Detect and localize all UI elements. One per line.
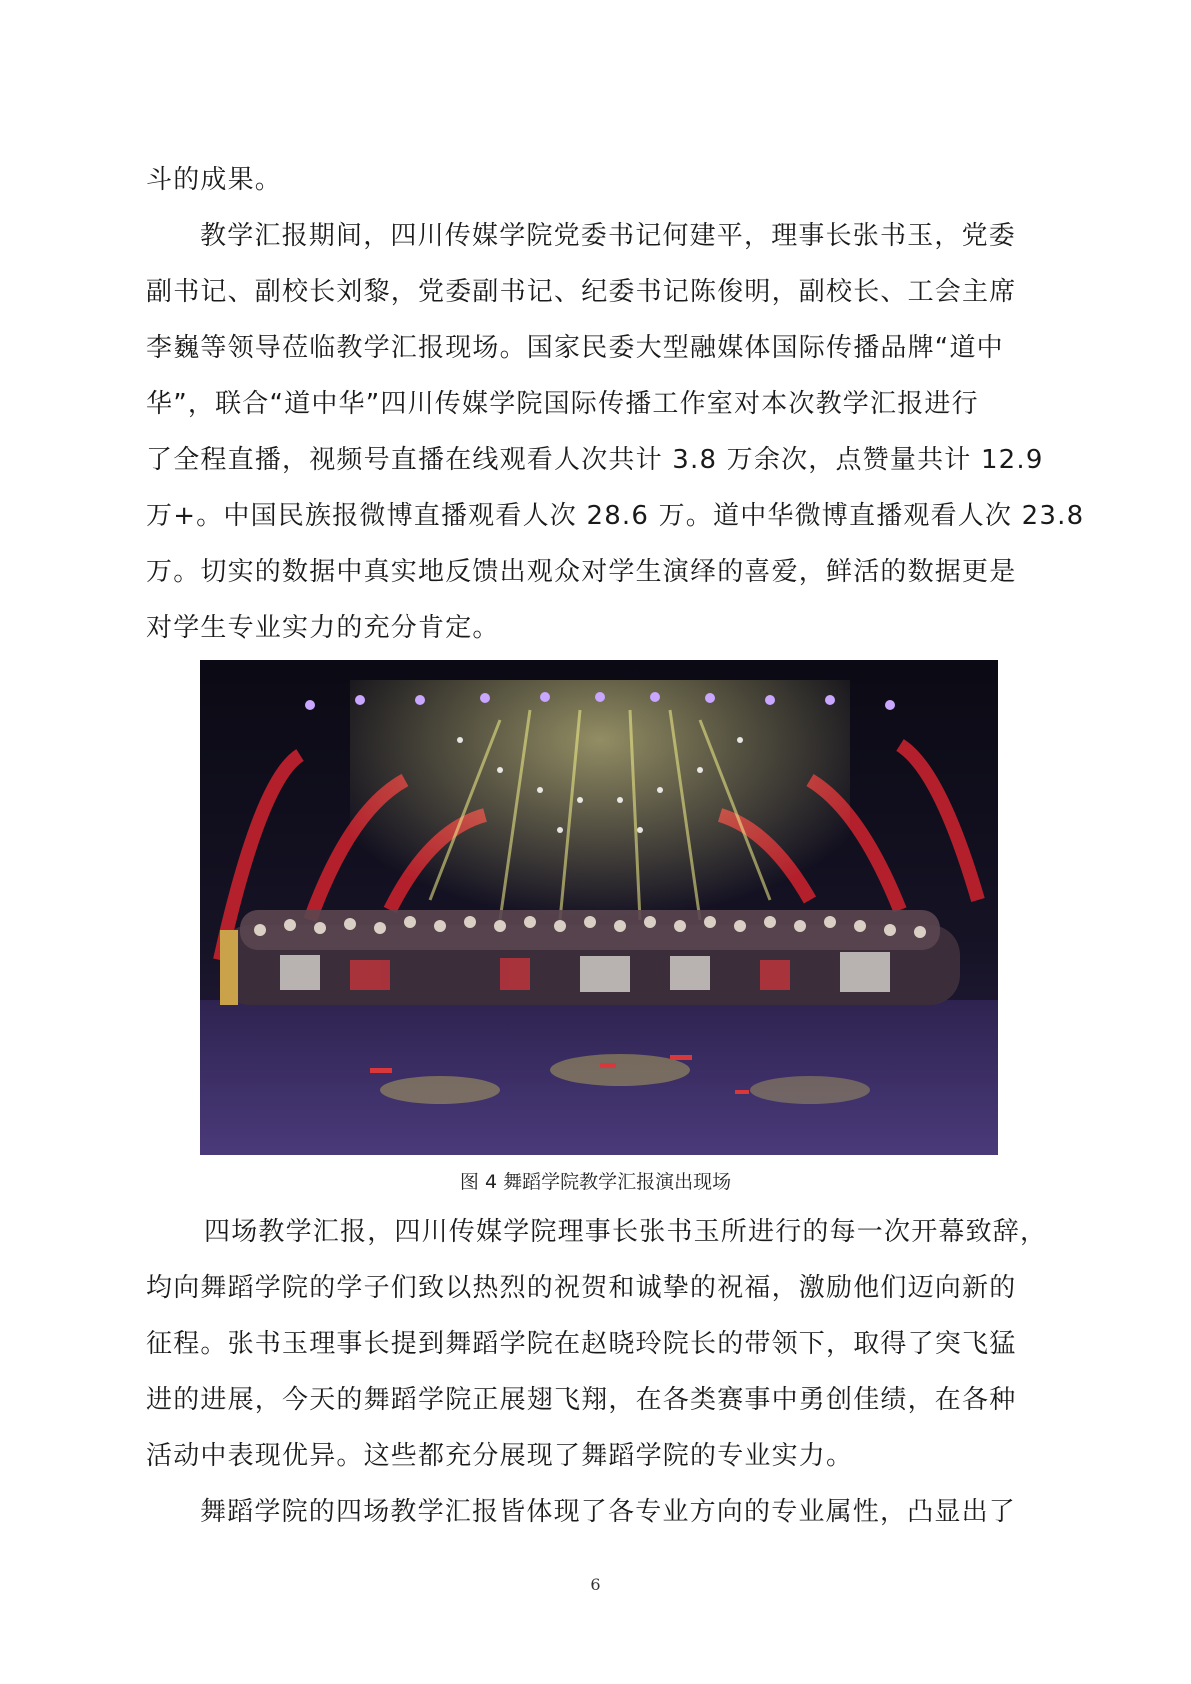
- floor-light: [380, 1076, 500, 1104]
- stage-light: [305, 700, 315, 710]
- paragraph-line: 舞蹈学院的四场教学汇报皆体现了各专业方向的专业属性，凸显出了: [200, 1497, 1017, 1527]
- stage-light: [595, 692, 605, 702]
- paragraph-line: 斗的成果。: [146, 165, 283, 195]
- stage-light: [415, 695, 425, 705]
- figure-caption: 图 4 舞蹈学院教学汇报演出现场: [459, 1171, 732, 1193]
- paragraph-line: 活动中表现优异。这些都充分展现了舞蹈学院的专业实力。: [146, 1441, 854, 1471]
- stage-light: [577, 797, 583, 803]
- floor-mark: [670, 1055, 692, 1060]
- floor-light: [550, 1054, 690, 1086]
- paragraph-line: 征程。张书玉理事长提到舞蹈学院在赵晓玲院长的带领下，取得了突飞猛: [146, 1329, 1017, 1359]
- stage-light: [885, 700, 895, 710]
- stage-light: [637, 827, 643, 833]
- stage-light: [825, 695, 835, 705]
- stage-light: [355, 695, 365, 705]
- stage-light: [657, 787, 663, 793]
- paragraph-line: 万。切实的数据中真实地反馈出观众对学生演绎的喜爱，鲜活的数据更是: [146, 557, 1017, 587]
- paragraph-line: 教学汇报期间，四川传媒学院党委书记何建平，理事长张书玉，党委: [200, 221, 1017, 251]
- stage-light: [705, 693, 715, 703]
- floor-mark: [600, 1063, 616, 1068]
- stage-light: [697, 767, 703, 773]
- paragraph-line: 进的进展，今天的舞蹈学院正展翅飞翔，在各类赛事中勇创佳绩，在各种: [146, 1385, 1017, 1415]
- stage-light: [480, 693, 490, 703]
- paragraph-line: 万+。中国民族报微博直播观看人次 28.6 万。道中华微博直播观看人次 23.8: [146, 501, 1085, 531]
- page-number: 6: [590, 1575, 601, 1594]
- stage-light: [497, 767, 503, 773]
- stage-light: [457, 737, 463, 743]
- paragraph-line: 华”，联合“道中华”四川传媒学院国际传播工作室对本次教学汇报进行: [146, 389, 979, 419]
- paragraph-line: 了全程直播，视频号直播在线观看人次共计 3.8 万余次，点赞量共计 12.9: [146, 445, 1044, 475]
- paragraph-line: 四场教学汇报，四川传媒学院理事长张书玉所进行的每一次开幕致辞，: [204, 1217, 1048, 1247]
- floor-mark: [735, 1090, 749, 1094]
- paragraph-line: 对学生专业实力的充分肯定。: [146, 613, 500, 643]
- floor-mark: [370, 1068, 392, 1073]
- stage-light: [617, 797, 623, 803]
- stage-light: [540, 692, 550, 702]
- floor-light: [750, 1076, 870, 1104]
- paragraph-line: 副书记、副校长刘黎，党委副书记、纪委书记陈俊明，副校长、工会主席: [146, 277, 1017, 307]
- paragraph-line: 均向舞蹈学院的学子们致以热烈的祝贺和诚挚的祝福，激励他们迈向新的: [146, 1273, 1017, 1303]
- stage-light: [650, 692, 660, 702]
- stage-light: [765, 695, 775, 705]
- stage-light: [737, 737, 743, 743]
- stage-light: [537, 787, 543, 793]
- stage-photo: [200, 660, 998, 1155]
- paragraph-line: 李巍等领导莅临教学汇报现场。国家民委大型融媒体国际传播品牌“道中: [146, 333, 1004, 363]
- stage-light: [557, 827, 563, 833]
- performer-crowd: [220, 910, 960, 1005]
